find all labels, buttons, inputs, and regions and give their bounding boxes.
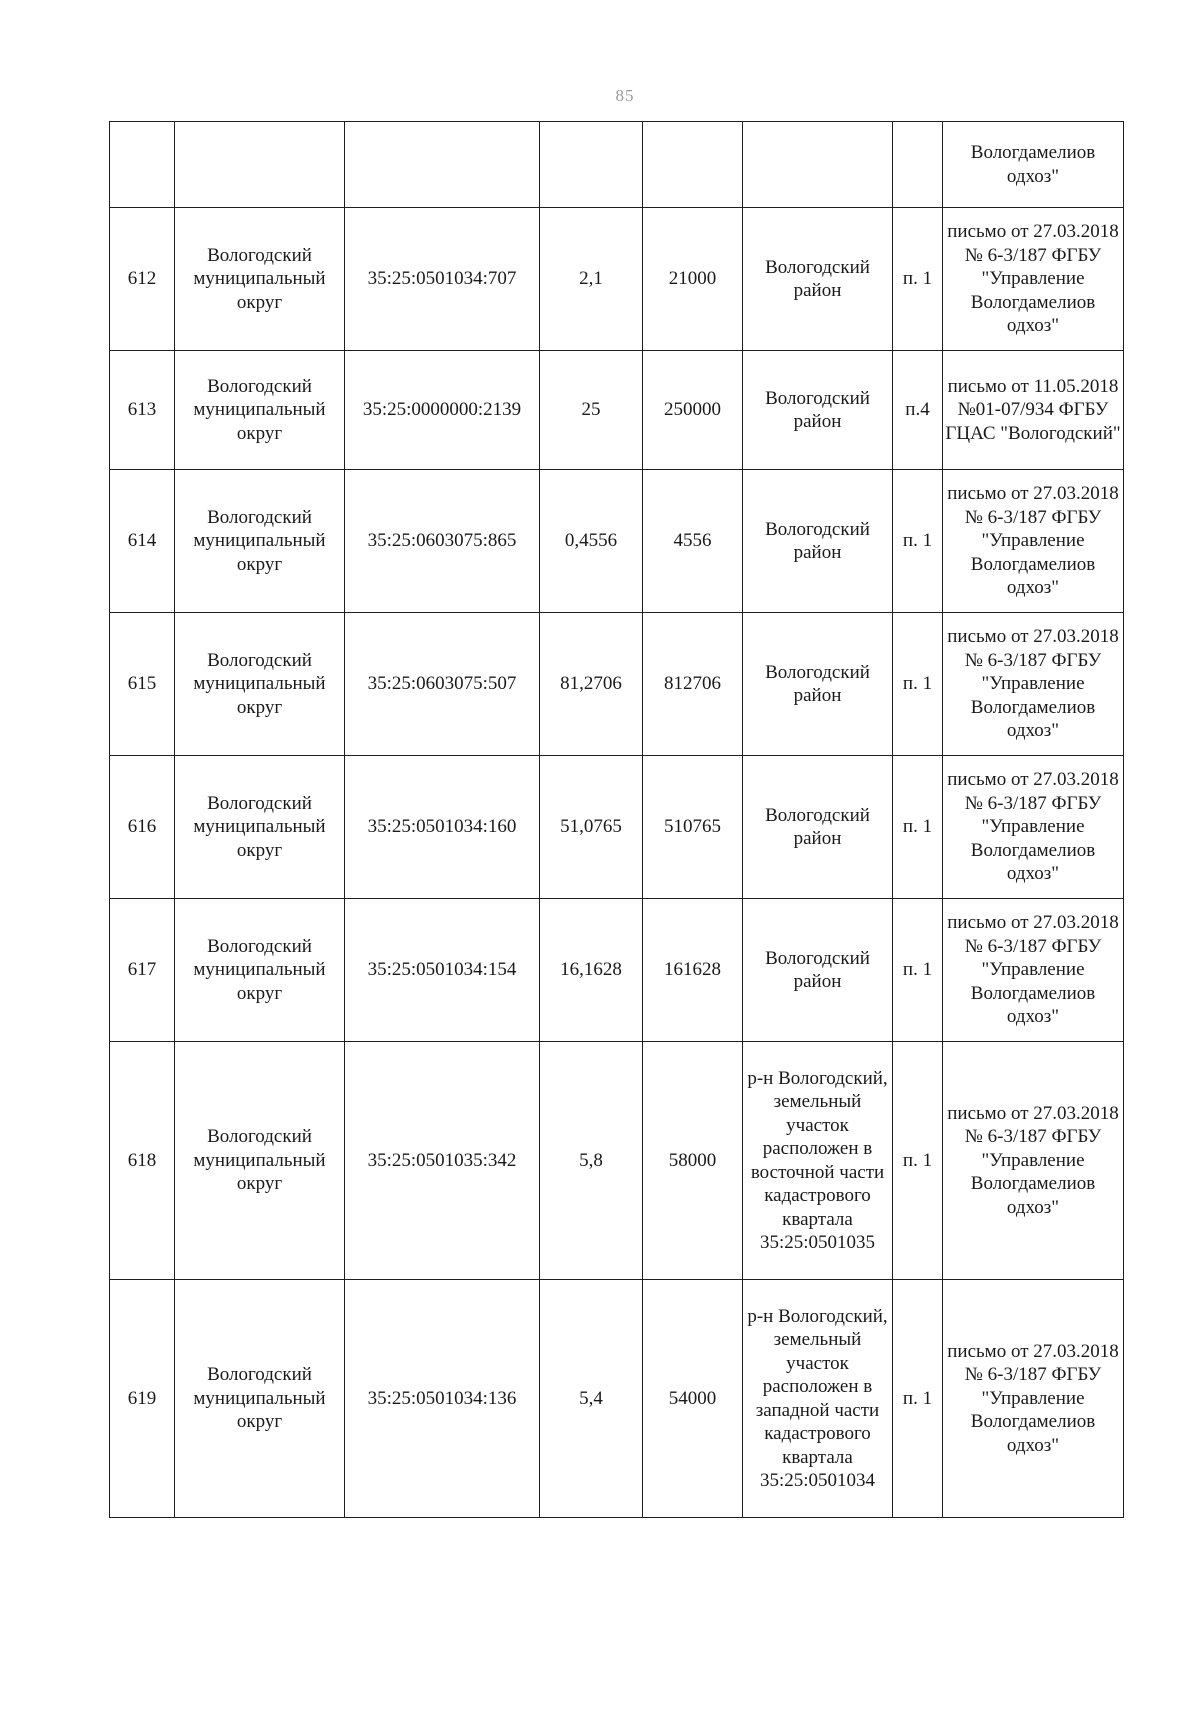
area-m2-cell: 812706	[643, 613, 743, 756]
municipality-cell: Вологодский муниципальный округ	[175, 470, 345, 613]
municipality-cell: Вологодский муниципальный округ	[175, 1280, 345, 1518]
point-cell: п. 1	[893, 1042, 943, 1280]
municipality-cell: Вологодский муниципальный округ	[175, 1042, 345, 1280]
location-cell: Вологодский район	[743, 756, 893, 899]
point-cell: п.4	[893, 351, 943, 470]
table-row	[110, 613, 1124, 756]
empty-cell	[540, 122, 643, 208]
document-cell: письмо от 27.03.2018 № 6-3/187 ФГБУ "Управление Вологдамелиов одхоз"	[943, 1042, 1124, 1280]
area-m2-cell: 21000	[643, 208, 743, 351]
document-cell: письмо от 27.03.2018 № 6-3/187 ФГБУ "Управление Вологдамелиов одхоз"	[943, 899, 1124, 1042]
area-m2-cell: 250000	[643, 351, 743, 470]
point-cell: п. 1	[893, 208, 943, 351]
cadastral-number-cell: 35:25:0501035:342	[345, 1042, 540, 1280]
point-cell: п. 1	[893, 1280, 943, 1518]
municipality-cell: Вологодский муниципальный округ	[175, 208, 345, 351]
continuation-row	[110, 122, 1124, 208]
document-cell: письмо от 27.03.2018 № 6-3/187 ФГБУ "Управление Вологдамелиов одхоз"	[943, 613, 1124, 756]
area-m2-cell: 4556	[643, 470, 743, 613]
location-cell: Вологодский район	[743, 470, 893, 613]
area-m2-cell: 54000	[643, 1280, 743, 1518]
empty-cell	[110, 122, 175, 208]
area-ha-cell: 5,8	[540, 1042, 643, 1280]
table-row	[110, 1042, 1124, 1280]
empty-cell	[175, 122, 345, 208]
location-cell: Вологодский район	[743, 208, 893, 351]
row-number-cell: 617	[110, 899, 175, 1042]
row-number-cell: 614	[110, 470, 175, 613]
area-ha-cell: 5,4	[540, 1280, 643, 1518]
empty-cell	[743, 122, 893, 208]
municipality-cell: Вологодский муниципальный округ	[175, 351, 345, 470]
cadastral-number-cell: 35:25:0501034:154	[345, 899, 540, 1042]
area-ha-cell: 81,2706	[540, 613, 643, 756]
table-row	[110, 1280, 1124, 1518]
page-number: 85	[615, 86, 635, 105]
table-row	[110, 208, 1124, 351]
area-m2-cell: 161628	[643, 899, 743, 1042]
point-cell: п. 1	[893, 899, 943, 1042]
row-number-cell: 615	[110, 613, 175, 756]
table-row	[110, 756, 1124, 899]
cadastral-number-cell: 35:25:0501034:136	[345, 1280, 540, 1518]
document-cell: письмо от 11.05.2018 №01-07/934 ФГБУ ГЦАС "Вологодский"	[943, 351, 1124, 470]
municipality-cell: Вологодский муниципальный округ	[175, 899, 345, 1042]
location-cell: р-н Вологодский, земельный участок расположен в западной части кадастрового квартала 35:25:0501034	[743, 1280, 893, 1518]
cadastral-number-cell: 35:25:0501034:707	[345, 208, 540, 351]
row-number-cell: 612	[110, 208, 175, 351]
point-cell: п. 1	[893, 613, 943, 756]
location-cell: р-н Вологодский, земельный участок расположен в восточной части кадастрового квартала 35:25:0501035	[743, 1042, 893, 1280]
municipality-cell: Вологодский муниципальный округ	[175, 613, 345, 756]
cadastral-number-cell: 35:25:0501034:160	[345, 756, 540, 899]
empty-cell	[345, 122, 540, 208]
area-ha-cell: 16,1628	[540, 899, 643, 1042]
cadastral-number-cell: 35:25:0000000:2139	[345, 351, 540, 470]
empty-cell	[893, 122, 943, 208]
document-cell: письмо от 27.03.2018 № 6-3/187 ФГБУ "Управление Вологдамелиов одхоз"	[943, 208, 1124, 351]
row-number-cell: 619	[110, 1280, 175, 1518]
location-cell: Вологодский район	[743, 613, 893, 756]
cadastral-number-cell: 35:25:0603075:507	[345, 613, 540, 756]
row-number-cell: 613	[110, 351, 175, 470]
location-cell: Вологодский район	[743, 351, 893, 470]
location-cell: Вологодский район	[743, 899, 893, 1042]
document-cell: письмо от 27.03.2018 № 6-3/187 ФГБУ "Управление Вологдамелиов одхоз"	[943, 470, 1124, 613]
row-number-cell: 618	[110, 1042, 175, 1280]
row-number-cell: 616	[110, 756, 175, 899]
document-cell: письмо от 27.03.2018 № 6-3/187 ФГБУ "Управление Вологдамелиов одхоз"	[943, 756, 1124, 899]
point-cell: п. 1	[893, 756, 943, 899]
area-ha-cell: 0,4556	[540, 470, 643, 613]
document-cell: письмо от 27.03.2018 № 6-3/187 ФГБУ "Управление Вологдамелиов одхоз"	[943, 1280, 1124, 1518]
table-row	[110, 470, 1124, 613]
point-cell: п. 1	[893, 470, 943, 613]
table-row	[110, 351, 1124, 470]
cadastral-number-cell: 35:25:0603075:865	[345, 470, 540, 613]
document-cell: Вологдамелиов одхоз"	[943, 122, 1124, 208]
area-ha-cell: 51,0765	[540, 756, 643, 899]
area-m2-cell: 58000	[643, 1042, 743, 1280]
table-row	[110, 899, 1124, 1042]
area-ha-cell: 25	[540, 351, 643, 470]
area-ha-cell: 2,1	[540, 208, 643, 351]
municipality-cell: Вологодский муниципальный округ	[175, 756, 345, 899]
empty-cell	[643, 122, 743, 208]
area-m2-cell: 510765	[643, 756, 743, 899]
land-plots-table	[109, 121, 1124, 1518]
